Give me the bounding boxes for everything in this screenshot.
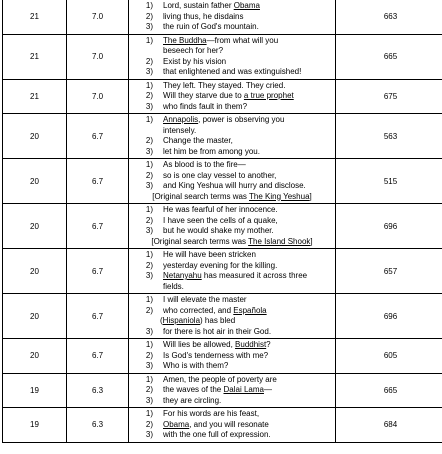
text-segment: the waves of the [163, 385, 224, 394]
line-number: 2) [145, 170, 153, 180]
score-cell: 21 [3, 79, 67, 114]
verse-line [131, 375, 333, 386]
text-segment: I will elevate the master [163, 295, 247, 304]
line-text [153, 261, 333, 272]
text-segment: that enlightened and was extinguished! [163, 67, 302, 76]
verse-cell [129, 294, 336, 339]
text-segment: ( [160, 316, 163, 325]
verse-cell [129, 373, 336, 408]
text-segment: let him be from among you. [163, 146, 260, 156]
line-number: 1) [145, 340, 153, 349]
count-cell: 675 [336, 79, 442, 114]
text-segment: I have seen the cells of a quake, [163, 215, 278, 225]
line-text [153, 46, 333, 57]
rating-cell: 7.0 [67, 79, 129, 114]
linked-term[interactable]: Hispaniola [162, 316, 201, 325]
line-text [153, 409, 333, 420]
results-table-body [3, 0, 442, 442]
line-text [153, 36, 333, 47]
verse-line [131, 171, 333, 182]
table-row [3, 34, 442, 79]
verse-line [131, 306, 333, 317]
line-number: 1) [145, 35, 153, 45]
score-cell: 20 [3, 114, 67, 159]
line-number: 2) [145, 215, 153, 225]
text-segment: Amen, the people of poverty are [163, 374, 277, 384]
linked-term[interactable]: The King Yeshua [249, 191, 310, 201]
line-text [153, 57, 333, 68]
count-cell: 657 [336, 249, 442, 294]
score-cell: 20 [3, 159, 67, 204]
linked-term[interactable]: Netanyahu [163, 271, 202, 280]
line-number: 2) [145, 11, 153, 21]
text-segment: Is God's tenderness with me? [163, 350, 269, 360]
line-text [153, 385, 333, 396]
rating-cell: 6.7 [67, 114, 129, 159]
verse-cell [129, 204, 336, 249]
table-row [3, 159, 442, 204]
verse-line [131, 261, 333, 272]
text-segment: Exist by his vision [163, 56, 227, 66]
rating-cell: 7.0 [67, 34, 129, 79]
text-segment: beseech for her? [163, 46, 224, 55]
verse-line [131, 385, 333, 396]
verse-cell [129, 408, 336, 443]
verse-line [131, 91, 333, 102]
count-cell: 663 [336, 0, 442, 34]
text-segment: [Original search terms was [152, 191, 250, 201]
line-text [153, 316, 333, 327]
line-text [153, 147, 333, 158]
score-cell: 19 [3, 373, 67, 408]
linked-term[interactable]: a true prophet [243, 91, 294, 100]
text-segment: for there is hot air in their God. [163, 326, 272, 336]
search-terms-note [131, 192, 333, 203]
line-text [153, 102, 333, 113]
line-number: 2) [145, 419, 153, 429]
count-cell: 696 [336, 294, 442, 339]
text-segment: Lord, sustain father [163, 1, 234, 10]
text-segment: who finds fault in them? [163, 101, 248, 111]
verse-cell [129, 249, 336, 294]
verse-line [131, 102, 333, 113]
line-text [153, 271, 333, 282]
text-segment: the ruin of God's mountain. [163, 22, 259, 31]
line-number: 3) [145, 361, 153, 370]
line-text [153, 226, 333, 237]
verse-line [131, 205, 333, 216]
line-number: 1) [145, 205, 153, 214]
linked-term[interactable]: The Buddha [163, 35, 207, 45]
score-cell: 20 [3, 339, 67, 374]
verse-cell [129, 0, 336, 34]
text-segment: , power is observing you [198, 115, 285, 124]
verse-line [131, 409, 333, 420]
text-segment: Who is with them? [163, 361, 229, 370]
line-number: 1) [145, 1, 153, 10]
rating-cell: 6.3 [67, 408, 129, 443]
count-cell: 684 [336, 408, 442, 443]
verse-line [131, 181, 333, 192]
table-row [3, 0, 442, 34]
text-segment: He was fearful of her innocence. [163, 205, 278, 214]
line-number: 3) [145, 326, 153, 336]
count-cell: 563 [336, 114, 442, 159]
verse-line [131, 316, 333, 327]
verse-line [131, 351, 333, 362]
verse-cell [129, 79, 336, 114]
verse-cell [129, 159, 336, 204]
line-text [153, 126, 333, 137]
text-segment: fields. [163, 281, 184, 291]
line-number: 2) [145, 305, 153, 315]
text-segment: ] [310, 236, 313, 246]
line-number: 1) [145, 80, 153, 90]
count-cell: 665 [336, 34, 442, 79]
line-text [153, 340, 333, 351]
count-cell: 515 [336, 159, 442, 204]
text-segment: ) has bled [200, 316, 236, 325]
linked-term[interactable]: Obama [163, 419, 190, 429]
line-number: 3) [145, 101, 153, 111]
verse-line [131, 271, 333, 282]
line-number: 3) [145, 395, 153, 405]
score-cell: 21 [3, 34, 67, 79]
rating-cell: 6.3 [67, 373, 129, 408]
verse-line [131, 327, 333, 338]
line-text [153, 430, 333, 441]
verse-line [131, 22, 333, 33]
rating-cell: 6.7 [67, 294, 129, 339]
line-number: 2) [145, 350, 153, 360]
table-row [3, 79, 442, 114]
line-text [153, 81, 333, 92]
text-segment: Will lies be allowed, [163, 340, 236, 349]
line-text [153, 1, 333, 12]
text-segment: They left. They stayed. They cried. [163, 80, 286, 90]
line-text [153, 160, 333, 171]
line-number: 1) [145, 160, 153, 169]
line-text [153, 216, 333, 227]
text-segment: but he would shake my mother. [163, 226, 274, 235]
verse-line [131, 250, 333, 261]
verse-line [131, 46, 333, 57]
table-row [3, 294, 442, 339]
verse-line [131, 115, 333, 126]
line-text [153, 22, 333, 33]
table-row [3, 249, 442, 294]
line-text [153, 250, 333, 261]
verse-line [131, 12, 333, 23]
verse-line [131, 81, 333, 92]
rating-cell: 7.0 [67, 0, 129, 34]
verse-line [131, 147, 333, 158]
rating-cell: 6.7 [67, 249, 129, 294]
line-number: 3) [145, 146, 153, 156]
line-text [153, 361, 333, 372]
verse-line [131, 361, 333, 372]
linked-term[interactable]: The Island Shook [248, 236, 311, 246]
text-segment: intensely. [163, 125, 197, 135]
verse-line [131, 282, 333, 293]
line-number: 3) [145, 430, 153, 439]
table-row [3, 204, 442, 249]
text-segment: —from what will you [206, 35, 279, 45]
line-number: 1) [145, 295, 153, 304]
verse-line [131, 126, 333, 137]
line-text [153, 136, 333, 147]
text-segment: For his words are his feast, [163, 409, 260, 418]
line-text [153, 282, 333, 293]
verse-line [131, 396, 333, 407]
table-row [3, 408, 442, 443]
text-segment: As blood is to the fire— [163, 160, 246, 169]
line-text [153, 396, 333, 407]
line-text [153, 171, 333, 182]
text-segment: yesterday evening for the killing. [163, 260, 278, 270]
line-number: 2) [145, 136, 153, 145]
text-segment: ] [309, 191, 312, 201]
line-text [153, 181, 333, 192]
verse-line [131, 36, 333, 47]
line-number: 1) [145, 409, 153, 418]
line-number: 1) [145, 115, 153, 124]
text-segment: He will have been stricken [163, 250, 256, 259]
line-text [153, 306, 333, 317]
verse-line [131, 136, 333, 147]
table-row [3, 373, 442, 408]
linked-term[interactable]: Dalai Lama [223, 385, 264, 394]
text-segment: and King Yeshua will hurry and disclose. [163, 181, 306, 190]
verse-line [131, 430, 333, 441]
line-text [153, 12, 333, 23]
line-number: 2) [145, 260, 153, 270]
line-text [153, 351, 333, 362]
verse-line [131, 340, 333, 351]
verse-line [131, 67, 333, 78]
text-segment: they are circling. [163, 395, 222, 405]
text-segment: [Original search terms was [151, 236, 249, 246]
search-terms-note [131, 237, 333, 248]
line-number: 2) [145, 91, 153, 100]
verse-line [131, 1, 333, 12]
verse-line [131, 295, 333, 306]
score-cell: 19 [3, 408, 67, 443]
verse-cell [129, 339, 336, 374]
line-text [153, 420, 333, 431]
line-text [153, 91, 333, 102]
verse-line [131, 216, 333, 227]
line-text [153, 67, 333, 78]
rating-cell: 6.7 [67, 339, 129, 374]
text-segment: , and you will resonate [189, 419, 269, 429]
text-segment: — [263, 385, 272, 394]
verse-cell [129, 34, 336, 79]
score-cell: 20 [3, 204, 67, 249]
text-segment: ? [266, 340, 271, 349]
line-number: 3) [145, 271, 153, 280]
count-cell: 605 [336, 339, 442, 374]
count-cell: 696 [336, 204, 442, 249]
text-segment: with the one full of expression. [163, 430, 271, 439]
line-text [153, 205, 333, 216]
line-number: 2) [145, 385, 153, 394]
line-text [153, 327, 333, 338]
line-number: 3) [145, 22, 153, 31]
line-number: 3) [145, 226, 153, 235]
linked-term[interactable]: Annapolis [163, 115, 199, 124]
results-table [2, 0, 442, 443]
count-cell: 665 [336, 373, 442, 408]
text-segment: living thus, he disdains [163, 11, 244, 21]
line-number: 1) [145, 374, 153, 384]
linked-term[interactable]: Española [233, 305, 267, 315]
verse-cell [129, 114, 336, 159]
score-cell: 21 [3, 0, 67, 34]
table-row [3, 114, 442, 159]
text-segment: Will they starve due to [163, 91, 244, 100]
text-segment: Change the master, [163, 136, 233, 145]
linked-term[interactable]: Obama [233, 1, 260, 10]
rating-cell: 6.7 [67, 159, 129, 204]
linked-term[interactable]: Buddhist [235, 340, 267, 349]
line-number: 3) [145, 67, 153, 76]
line-text [153, 115, 333, 126]
verse-line [131, 420, 333, 431]
verse-line [131, 226, 333, 237]
line-number: 2) [145, 56, 153, 66]
line-number: 1) [145, 250, 153, 259]
score-cell: 20 [3, 249, 67, 294]
text-segment: has measured it across three [201, 271, 308, 280]
score-cell: 20 [3, 294, 67, 339]
line-number: 3) [145, 181, 153, 190]
table-row [3, 339, 442, 374]
text-segment: who corrected, and [163, 305, 234, 315]
rating-cell: 6.7 [67, 204, 129, 249]
line-text [153, 295, 333, 306]
verse-line [131, 57, 333, 68]
line-text [153, 375, 333, 386]
text-segment: so is one clay vessel to another, [163, 170, 277, 180]
verse-line [131, 160, 333, 171]
